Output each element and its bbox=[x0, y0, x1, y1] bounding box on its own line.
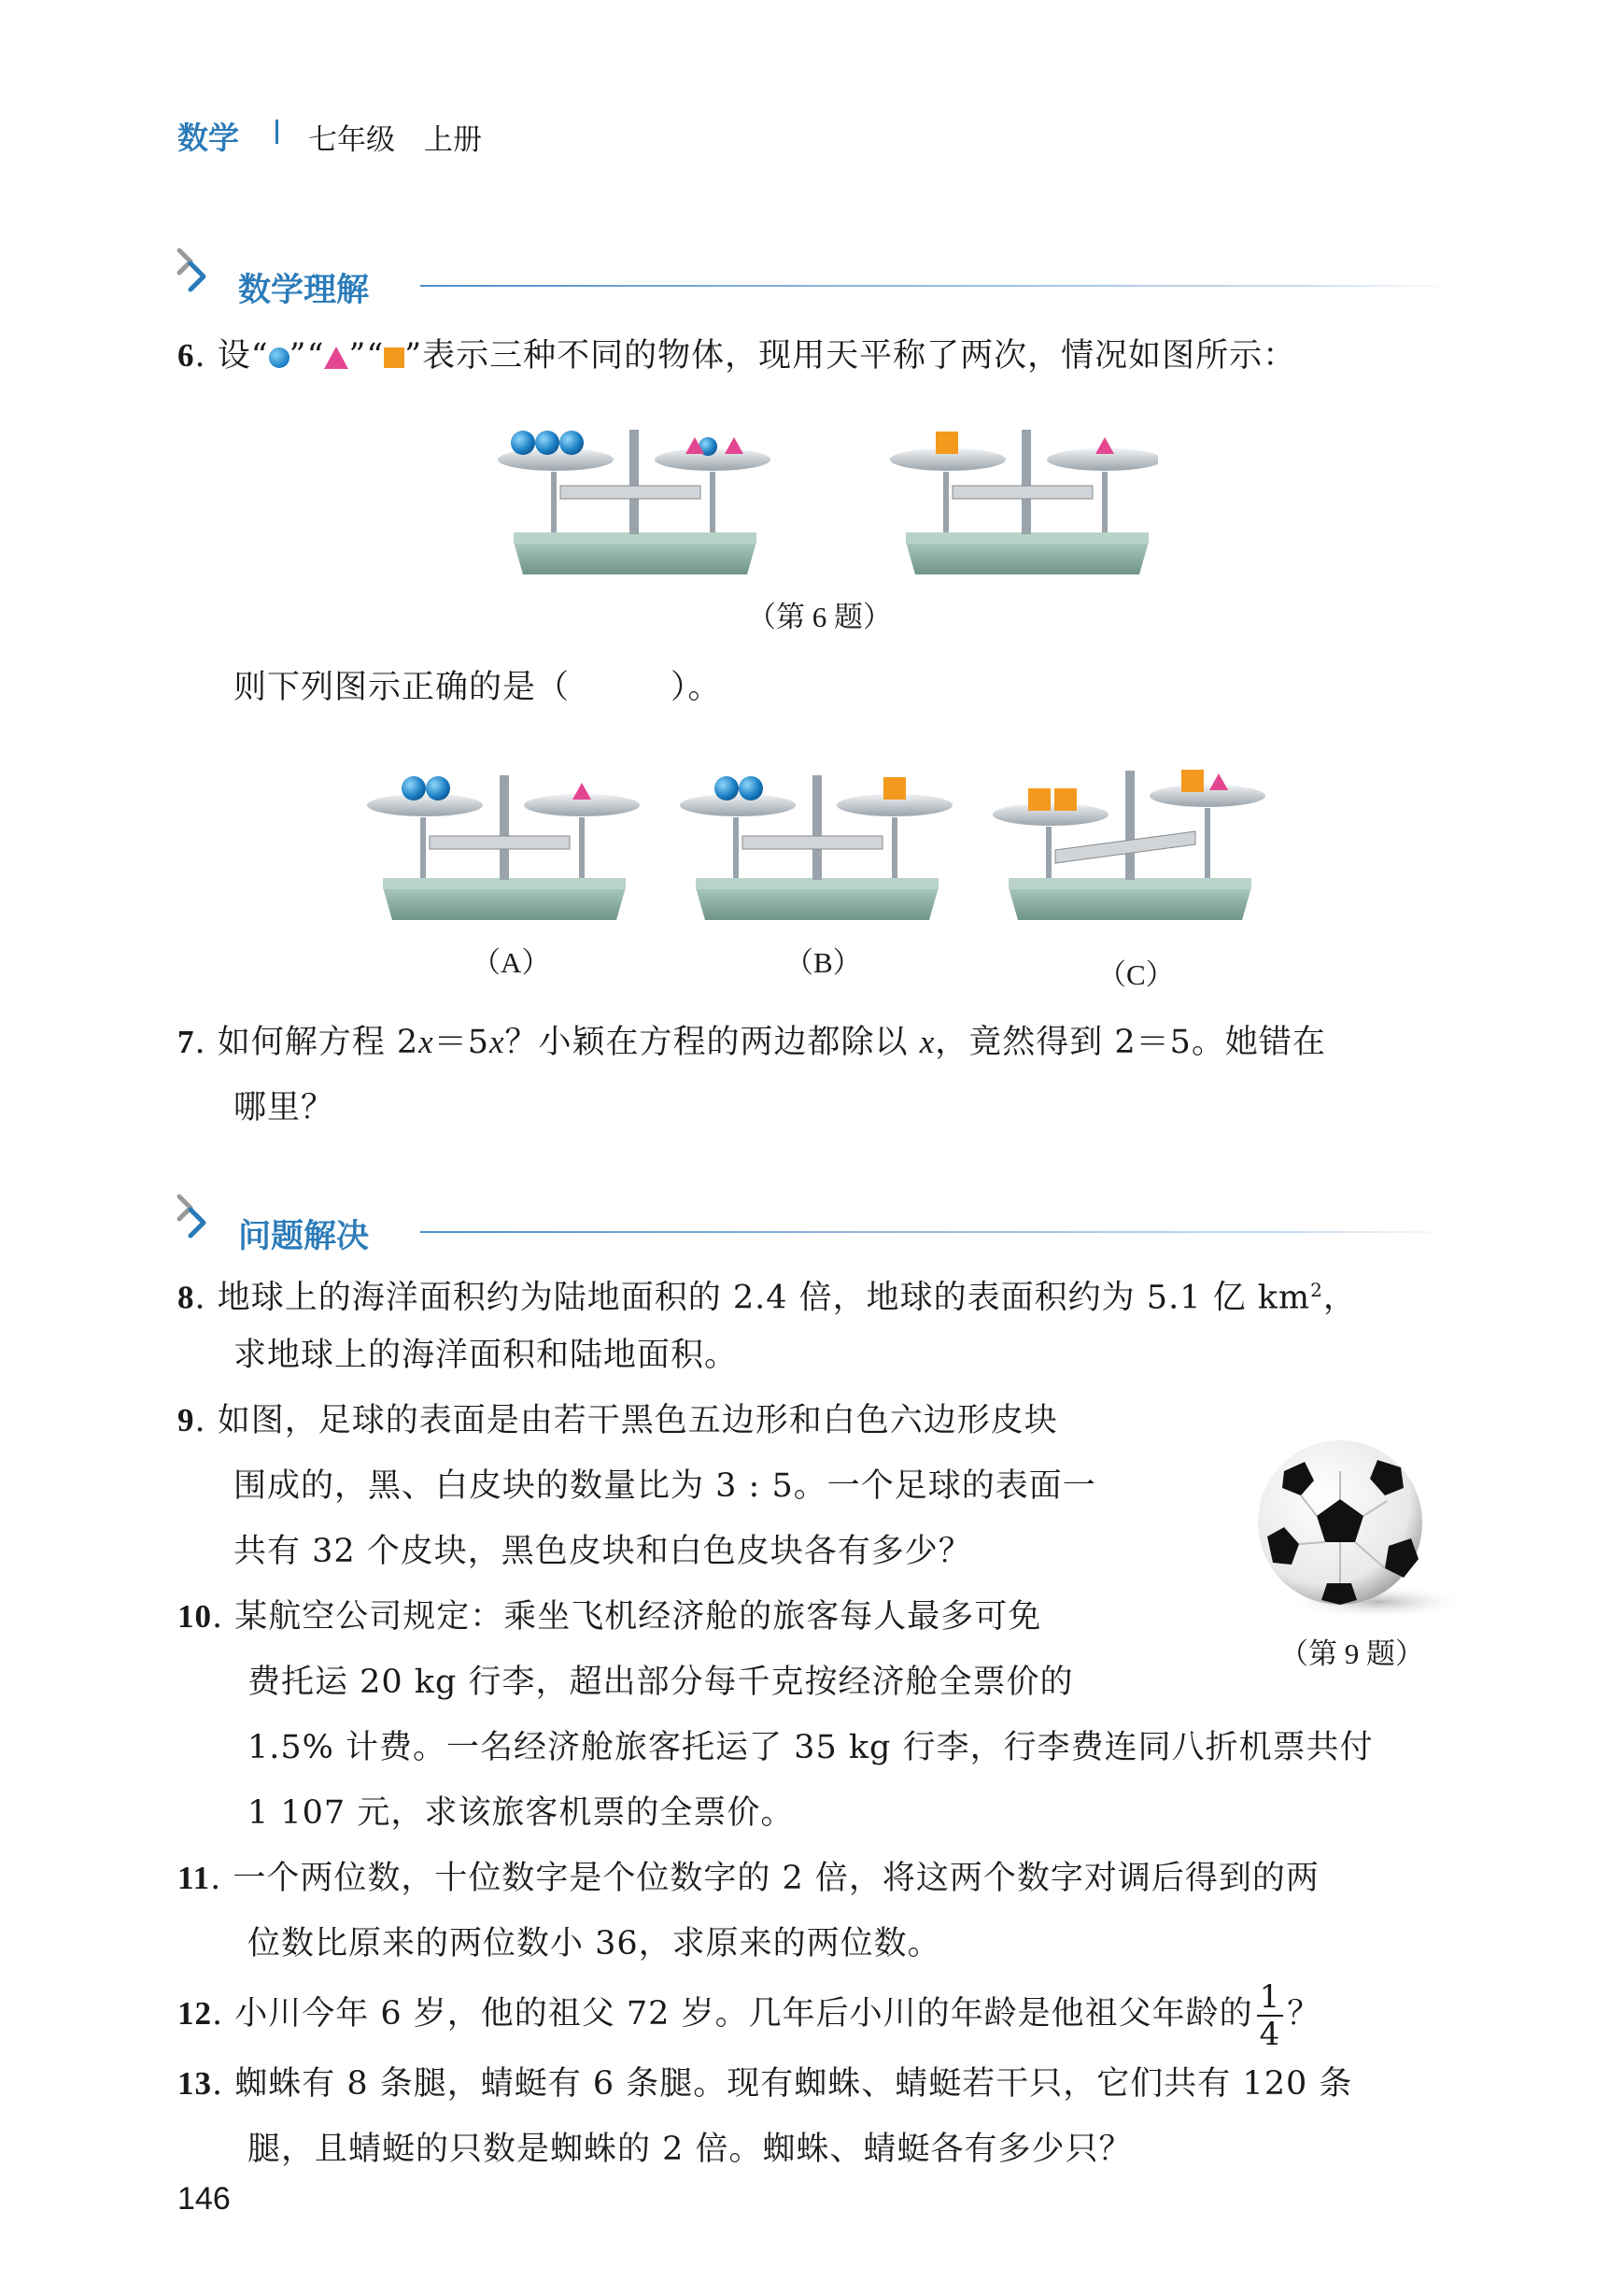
question-11: 11. 一个两位数，十位数字是个位数字的 2 倍，将这两个数字对调后得到的两 bbox=[177, 1860, 1320, 1897]
q6-figure-caption: （第 6 题） bbox=[747, 601, 892, 633]
question-10-line-4: 1 107 元，求该旅客机票的全票价。 bbox=[247, 1794, 795, 1832]
question-number: 12 bbox=[177, 1995, 212, 2032]
section-title-understanding: 数学理解 bbox=[238, 272, 370, 309]
question-8: 8. 地球上的海洋面积约为陆地面积的 2.4 倍，地球的表面积约为 5.1 亿 $km^2$， bbox=[177, 1279, 1357, 1317]
section-rule bbox=[420, 1231, 1457, 1233]
question-number: 11 bbox=[177, 1860, 211, 1896]
section-title-problem-solving: 问题解决 bbox=[238, 1218, 370, 1255]
question-number: 8 bbox=[177, 1279, 195, 1316]
question-12: 12. 小川今年 6 岁，他的祖父 72 岁。几年后小川的年龄是他祖父年龄的 $\frac{1}{4}$ ？ bbox=[177, 1977, 1321, 2053]
option-b-label: （B） bbox=[784, 946, 862, 979]
header-divider bbox=[275, 120, 278, 144]
option-a-label: （A） bbox=[472, 946, 551, 979]
option-c-balance bbox=[993, 770, 1265, 920]
cone-icon bbox=[324, 347, 348, 369]
balance-scale-2 bbox=[890, 430, 1158, 574]
question-13-line-2: 腿，且蜻蜓的只数是蜘蛛的 2 倍。蜘蛛、蜻蜓各有多少只？ bbox=[247, 2131, 1133, 2168]
question-7: 7. 如何解方程 2x＝5x？小颖在方程的两边都除以 x，竟然得到 2＝5。她错在 bbox=[177, 1024, 1326, 1061]
question-10: 10. 某航空公司规定：乘坐飞机经济舱的旅客每人最多可免 bbox=[177, 1598, 1042, 1636]
q6-text: ”表示三种不同的物体，现用天平称了两次，情况如图所示： bbox=[404, 337, 1297, 375]
question-8-line-2: 求地球上的海洋面积和陆地面积。 bbox=[233, 1337, 739, 1374]
balance-scale-1 bbox=[498, 430, 770, 574]
question-number: 7 bbox=[177, 1024, 195, 1060]
page-number: 146 bbox=[177, 2181, 231, 2217]
q6-prompt: 则下列图示正确的是（ ）。 bbox=[233, 669, 722, 706]
question-6: 6. 设“ ”“ ”“ ”表示三种不同的物体，现用天平称了两次，情况如图所示： bbox=[177, 337, 1297, 375]
soccer-ball-image bbox=[1247, 1434, 1471, 1621]
question-10-line-2: 费托运 20 kg 行李，超出部分每千克按经济舱全票价的 bbox=[247, 1664, 1074, 1701]
question-11-line-2: 位数比原来的两位数小 36，求原来的两位数。 bbox=[247, 1925, 941, 1962]
question-7-line-2: 哪里？ bbox=[233, 1089, 335, 1126]
option-c-label: （C） bbox=[1097, 958, 1175, 991]
question-number: 10 bbox=[177, 1598, 212, 1635]
question-number: 6 bbox=[177, 337, 195, 374]
header-subject: 数学 bbox=[177, 120, 239, 156]
question-9: 9. 如图，足球的表面是由若干黑色五边形和白色六边形皮块 bbox=[177, 1402, 1058, 1439]
question-10-line-3: 1.5% 计费。一名经济舱旅客托运了 35 kg 行李，行李费连同八折机票共付 bbox=[247, 1729, 1374, 1766]
q6-text: 设“ bbox=[217, 337, 269, 375]
section-chevron-icon bbox=[176, 245, 217, 297]
section-rule bbox=[420, 285, 1457, 287]
question-9-line-3: 共有 32 个皮块，黑色皮块和白色皮块各有多少？ bbox=[233, 1533, 972, 1570]
question-9-line-2: 围成的，黑、白皮块的数量比为 3 : 5。一个足球的表面一 bbox=[233, 1467, 1096, 1505]
q9-figure-caption: （第 9 题） bbox=[1279, 1637, 1424, 1670]
q6-options-figure bbox=[360, 757, 1284, 929]
q6-text: ”“ bbox=[289, 337, 325, 375]
option-a-balance bbox=[367, 775, 640, 920]
fraction: $\frac{1}{4}$ bbox=[1257, 1981, 1284, 2050]
question-13: 13. 蜘蛛有 8 条腿，蜻蜓有 6 条腿。现有蜘蛛、蜻蜓若干只，它们共有 120 条 bbox=[177, 2065, 1353, 2103]
cube-icon bbox=[384, 347, 404, 368]
section-chevron-icon bbox=[176, 1191, 217, 1243]
question-number: 13 bbox=[177, 2065, 212, 2102]
question-number: 9 bbox=[177, 1402, 195, 1438]
header-grade: 七年级 上册 bbox=[308, 123, 482, 157]
q6-balance-figure bbox=[486, 402, 1158, 588]
option-b-balance bbox=[680, 775, 953, 920]
q6-text: ”“ bbox=[348, 337, 385, 375]
ball-icon bbox=[269, 347, 289, 368]
